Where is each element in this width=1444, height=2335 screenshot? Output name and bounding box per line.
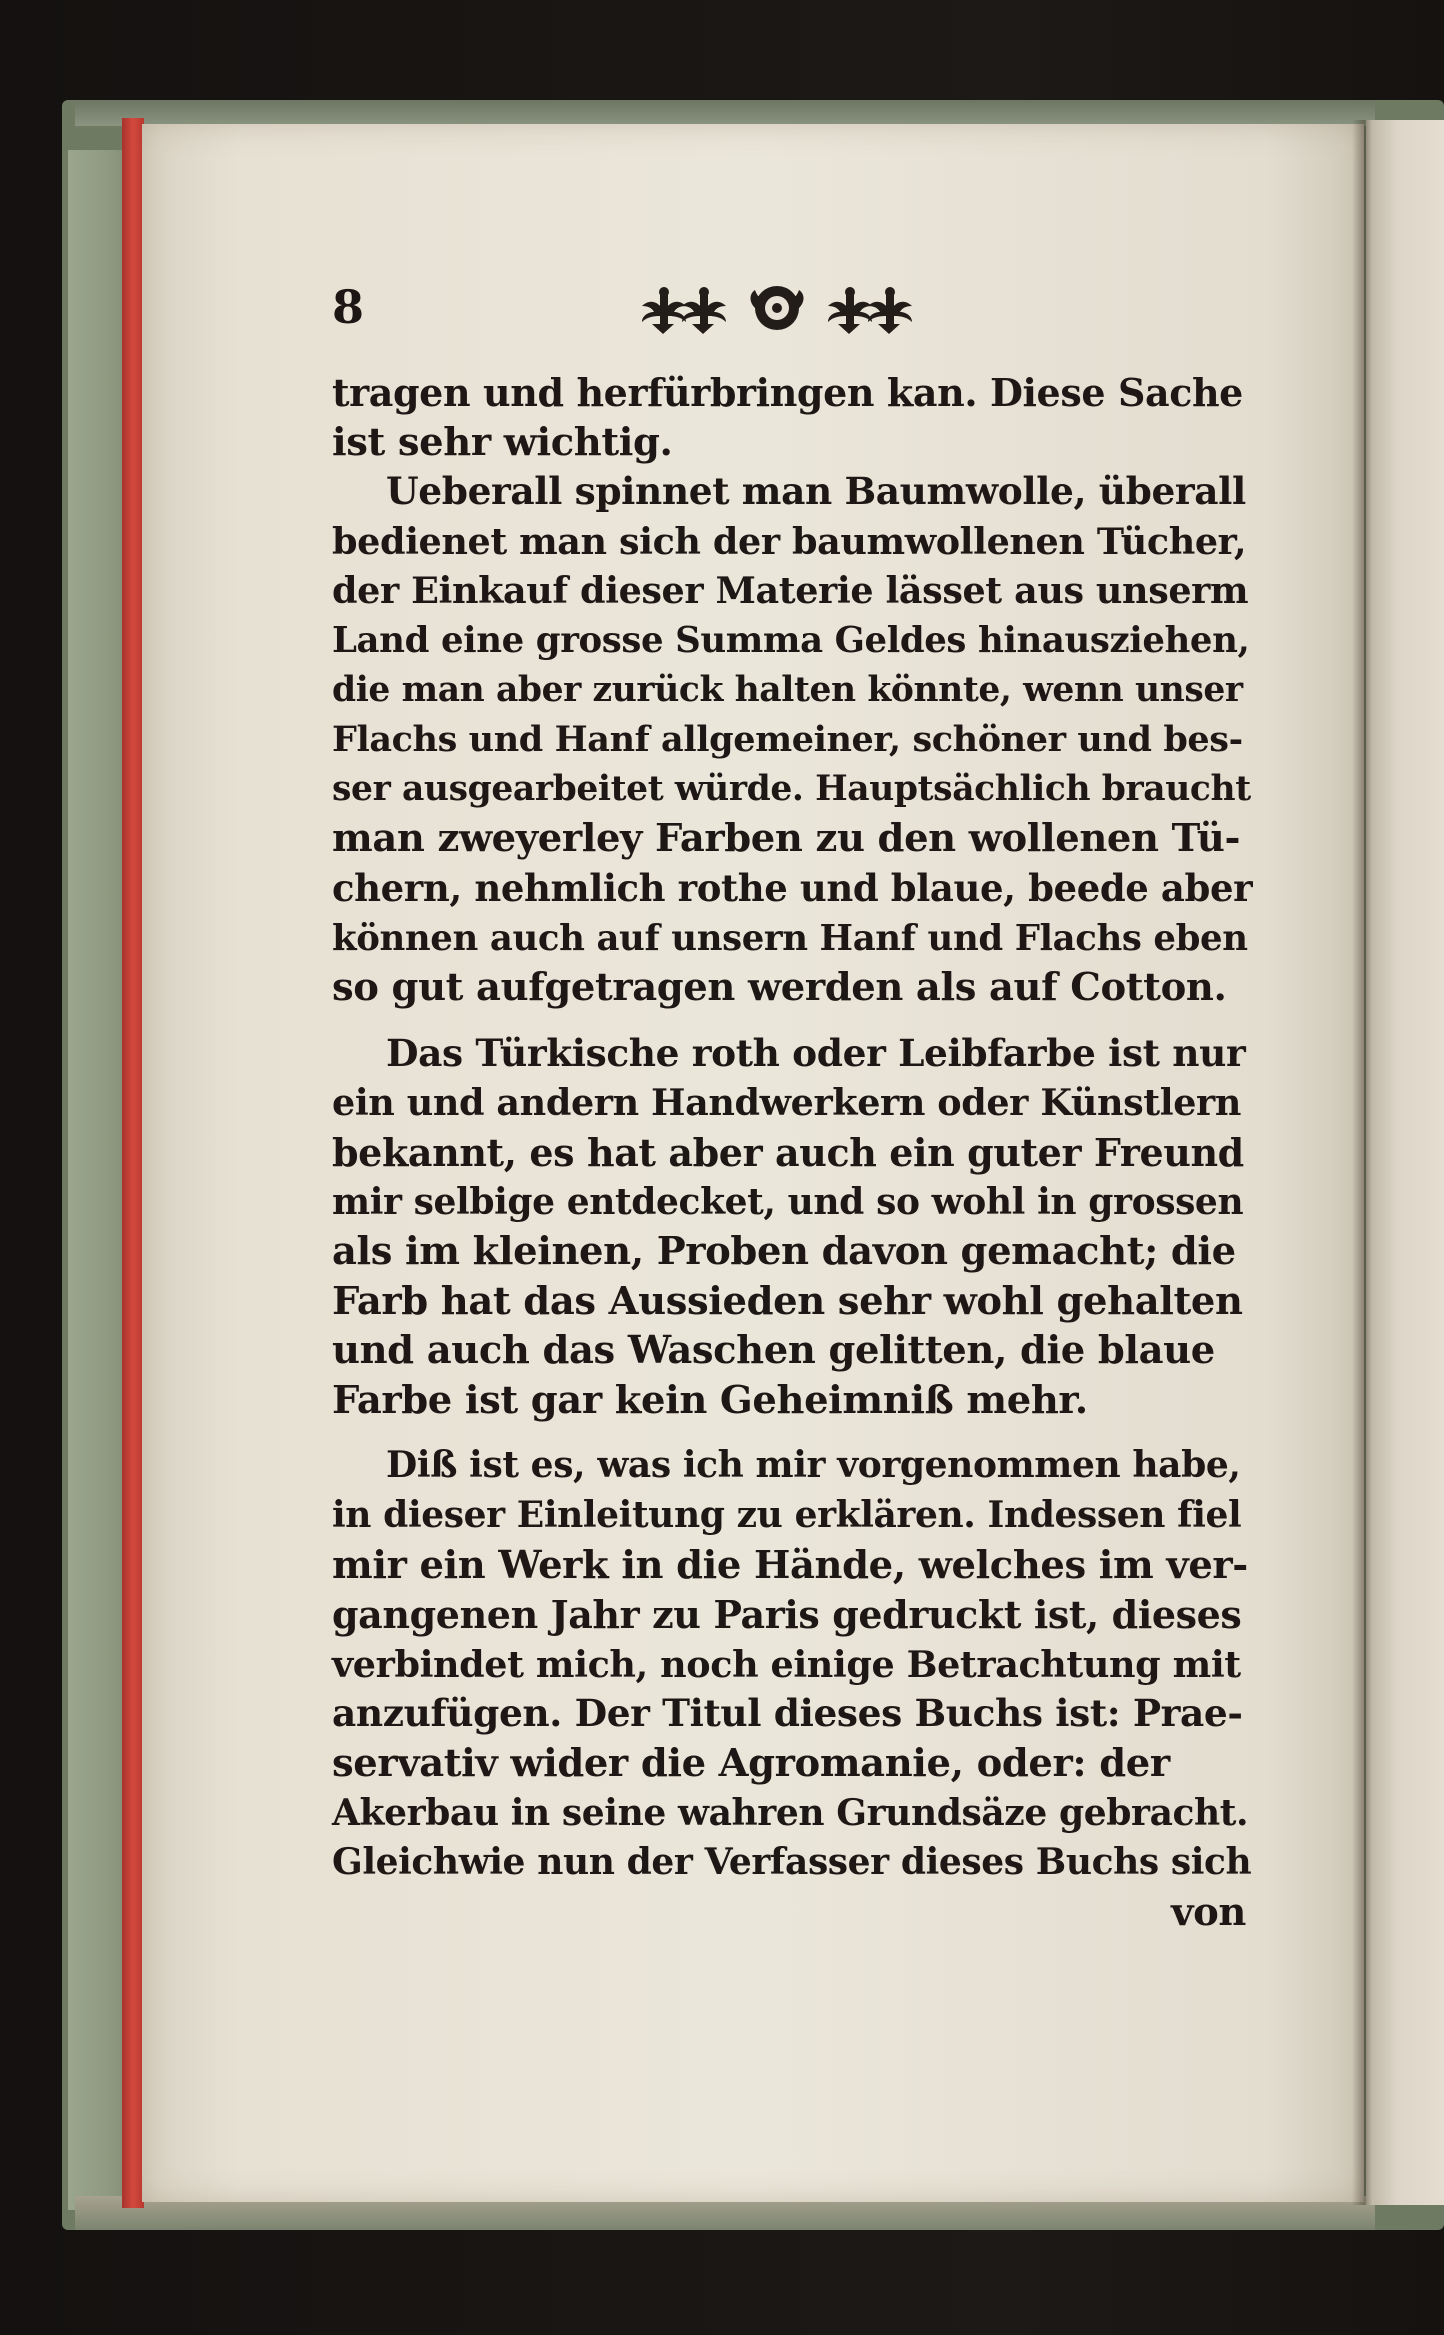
text-line: gangenen Jahr zu Paris gedruckt ist, dieses: [332, 1592, 1242, 1638]
text-line: anzufügen. Der Titul dieses Buchs ist: Prae-: [332, 1691, 1243, 1736]
text-line: servativ wider die Agromanie, oder: der: [332, 1741, 1170, 1787]
text-line: verbindet mich, noch einige Betrachtung mit: [332, 1642, 1241, 1686]
text-line: die man aber zurück halten könnte, wenn unser: [332, 669, 1243, 710]
cover-top-edge: [75, 100, 1375, 126]
text-line: Farb hat das Aussieden sehr wohl gehalten: [332, 1278, 1243, 1324]
text-line: so gut aufgetragen werden als auf Cotton.: [332, 965, 1227, 1011]
paragraph-start-line: Diß ist es, was ich mir vorgenommen habe,: [386, 1444, 1241, 1487]
text-line: man zweyerley Farben zu den wollenen Tü-: [332, 816, 1241, 862]
text-line: ser ausgearbeitet würde. Hauptsächlich braucht: [332, 768, 1251, 809]
text-line: bekannt, es hat aber auch ein guter Freund: [332, 1129, 1244, 1175]
text-line: chern, nehmlich rothe und blaue, beede aber: [332, 865, 1253, 910]
text-line: bedienet man sich der baumwollenen Tücher,: [332, 519, 1247, 563]
text-line: als im kleinen, Proben davon gemacht; die: [332, 1229, 1236, 1275]
facing-page-sliver: [1366, 120, 1444, 2205]
text-line: mir selbige entdecket, und so wohl in grossen: [332, 1180, 1244, 1223]
text-line: ein und andern Handwerkern oder Künstlern: [332, 1081, 1241, 1125]
text-line: ist sehr wichtig.: [332, 419, 673, 465]
catchword: von: [1171, 1889, 1246, 1935]
text-line: in dieser Einleitung zu erklären. Indessen fiel: [332, 1494, 1242, 1537]
text-line: und auch das Waschen gelitten, die blaue: [332, 1328, 1215, 1374]
text-line: können auch auf unsern Hanf und Flachs eben: [332, 917, 1248, 959]
text-line: Farbe ist gar kein Geheimniß mehr.: [332, 1377, 1088, 1423]
text-line: Akerbau in seine wahren Grundsäze gebracht.: [332, 1791, 1249, 1834]
ornament-vignette-icon: [622, 280, 932, 336]
text-line: Gleichwie nun der Verfasser dieses Buchs sich: [332, 1841, 1252, 1884]
text-line: Land eine grosse Summa Geldes hinausziehen,: [332, 619, 1250, 661]
text-line: mir ein Werk in die Hände, welches im ver-: [332, 1542, 1248, 1588]
text-line: Flachs und Hanf allgemeiner, schöner und bes-: [332, 719, 1243, 761]
text-line: tragen und herfürbringen kan. Diese Sache: [332, 370, 1243, 415]
paragraph-start-line: Das Türkische roth oder Leibfarbe ist nur: [386, 1030, 1246, 1075]
page-number: 8: [332, 280, 365, 334]
page-gutter-shadow: [1352, 120, 1372, 2205]
text-line: der Einkauf dieser Materie lässet aus unserm: [332, 569, 1249, 613]
page-header: [332, 280, 1252, 340]
paragraph-start-line: Ueberall spinnet man Baumwolle, überall: [386, 469, 1246, 514]
page-text: [332, 368, 1252, 1937]
red-page-edge: [122, 118, 144, 2208]
